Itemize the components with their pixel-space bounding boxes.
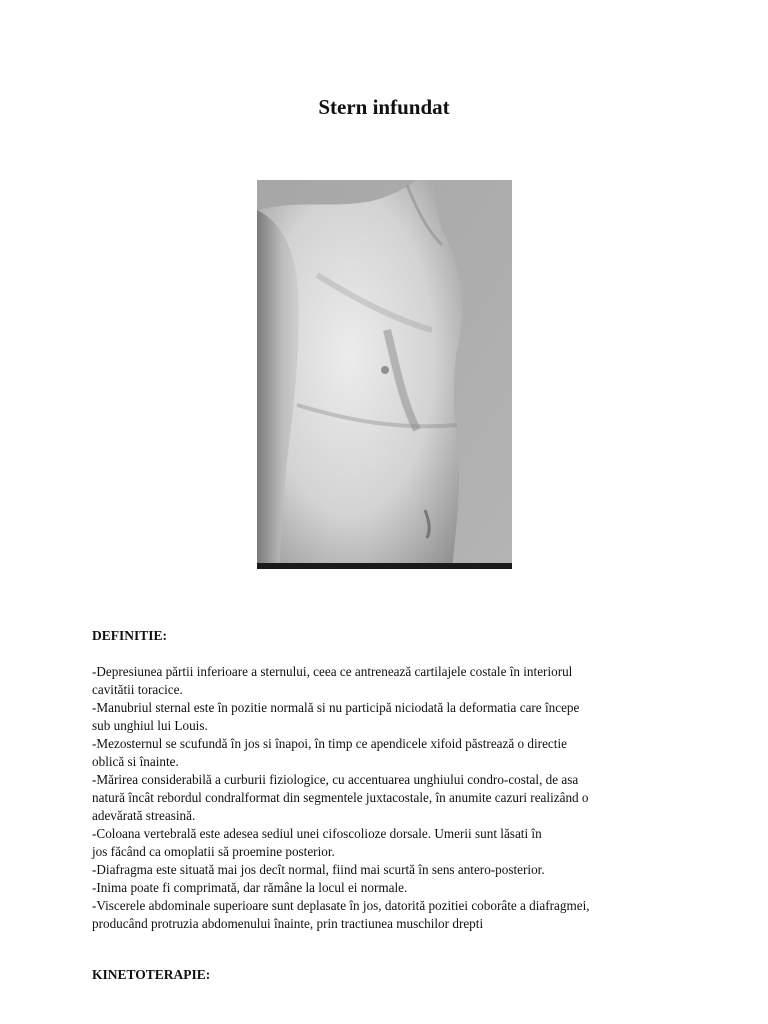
kinetotherapy-heading: KINETOTERAPIE: xyxy=(92,967,211,982)
definition-line: -Mezosternul se scufundă în jos si înapoi, în timp ce apendicele xifoid păstrează o directie xyxy=(92,736,567,751)
definition-line: -Manubriul sternal este în pozitie normală si nu participă niciodată la deformatia care începe xyxy=(92,700,580,715)
definition-line: jos făcând ca omoplatii să proemine posterior. xyxy=(92,844,335,859)
definition-body xyxy=(92,663,692,933)
definition-line: producând protruzia abdomenului înainte, prin tractiunea muschilor drepti xyxy=(92,916,484,931)
definition-line: -Mărirea considerabilă a curburii fiziologice, cu accentuarea unghiului condro-costal, de asa xyxy=(92,772,579,787)
definition-line: natură încât rebordul condralformat din segmentele juxtacostale, în anumite cazuri realizând o xyxy=(92,790,589,805)
definition-line: -Coloana vertebrală este adesea sediul unei cifoscolioze dorsale. Umerii sunt lăsati în xyxy=(92,826,542,841)
page-title: Stern infundat xyxy=(318,95,450,119)
definition-line: -Diafragma este situată mai jos decît normal, fiind mai scurtă în sens antero-posterior. xyxy=(92,862,545,877)
torso-photo-icon xyxy=(257,180,512,569)
definition-line: adevărată streasină. xyxy=(92,808,196,823)
definition-line: sub unghiul lui Louis. xyxy=(92,718,208,733)
definition-line: oblică si înainte. xyxy=(92,754,179,769)
definition-line: -Viscerele abdominale superioare sunt deplasate în jos, datorită pozitiei coborâte a diafragmei, xyxy=(92,898,590,913)
definition-line: -Depresiunea părtii inferioare a sternului, ceea ce antrenează cartilajele costale în interiorul xyxy=(92,664,573,679)
definition-line: -Inima poate fi comprimată, dar rămâne la locul ei normale. xyxy=(92,880,408,895)
definition-line: cavitătii toracice. xyxy=(92,682,183,697)
definition-heading: DEFINITIE: xyxy=(92,628,168,643)
